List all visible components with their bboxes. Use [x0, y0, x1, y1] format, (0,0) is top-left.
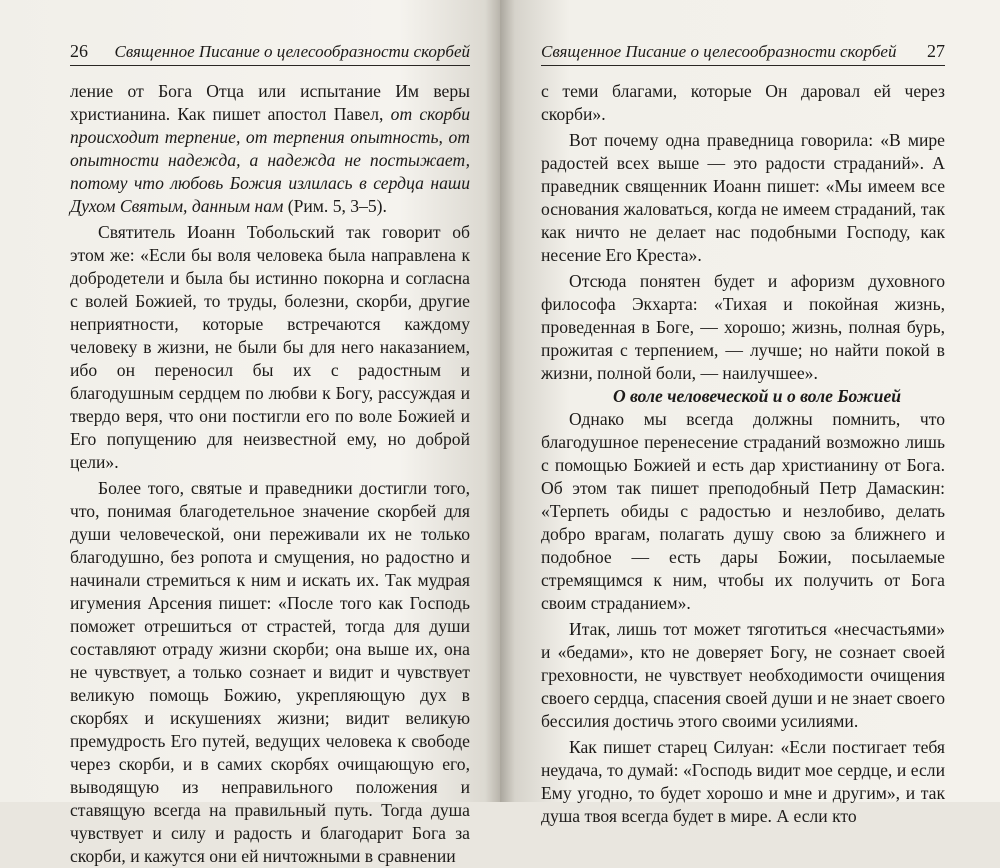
right-page-body: [541, 80, 945, 828]
right-page: [500, 0, 1000, 826]
scripture-quote: от скорби происходит терпение, от терпения опытность, от опытности надежда, а надежда не постыжает, потому что любовь Божия излилась в сердца наши Духом Святым, данным нам: [70, 104, 470, 216]
running-head: Священное Писание о целесообразности скорбей: [114, 42, 470, 61]
page-number: 26: [70, 41, 88, 61]
paragraph: Отсюда понятен будет и афоризм духовного философа Экхарта: «Тихая и покойная жизнь, проведенная в Боге, — хорошо; жизнь, полная бурь, прожитая с терпением, — лучше; но найти покой в жизни, полной боли, — наилучшее».: [541, 271, 945, 383]
paragraph-text: ление от Бога Отца или испытание Им веры христианина. Как пишет апостол Павел,: [70, 81, 470, 124]
paragraph: Святитель Иоанн Тобольский так говорит об этом же: «Если бы воля человека была направлена к добродетели и была бы истинно покорна и согласна с волей Божией, то труды, болезни, скорби, другие неприятности, которые встречаются каждому человеку в жизни, не были бы для него наказанием, ибо он переносил бы их с радостным и благодушным сердцем по любви к Богу, рассуждая и твердо веря, что они постигли его по воле Божией и Его попущению для неизвестной ему, но доброй цели».: [70, 222, 470, 472]
paragraph: Более того, святые и праведники достигли того, что, понимая благодетельное значение скорбей для души человеческой, они переживали их не только благодушно, без ропота и смущения, но радостно и начинали стремиться к ним и искать их. Так мудрая игумения Арсения пишет: «После того как Господь поможет отрешиться от страстей, тогда для души составляют отраду жизни скорби; она выше их, она не чувствует, а только сознает и видит и чувствует великую помощь Божию, укрепляющую дух в скорбях и искушениях жизни; видит великую премудрость Его путей, ведущих человека к свободе через скорби, и в самих скорбях очищающую его, выводящую из неправильного положения и ставящую всегда на правильный путь. Тогда душа чувствует и силу и радость и благодарит Бога за скорби, и кажутся они ей ничтожными в сравнении: [70, 478, 470, 866]
paragraph: [70, 80, 470, 218]
scripture-reference: (Рим. 5, 3–5).: [283, 196, 387, 216]
section-heading: О воле человеческой и о воле Божией: [612, 386, 902, 406]
left-page: [0, 0, 500, 866]
paragraph: Вот почему одна праведница говорила: «В мире радостей всех выше — это радости страданий». А праведник священник Иоанн пишет: «Мы имеем все основания жаловаться, когда не имеем страданий, так как ничто не делает нас подобными Господу, как несение Его Креста».: [541, 130, 945, 265]
paragraph: Итак, лишь тот может тяготиться «несчастьями» и «бедами», кто не доверяет Богу, не сознает своей греховности, не чувствует необходимости очищения своего сердца, спасения своей души и не знает своего бессилия достичь этого своими усилиями.: [541, 619, 945, 731]
paragraph: Как пишет старец Силуан: «Если постигает тебя неудача, то думай: «Господь видит мое сердце, и если Ему угодно, то будет хорошо и мне и другим», и так душа твоя всегда будет в мире. А если кто: [541, 737, 945, 826]
page-number: 27: [927, 41, 945, 61]
left-page-body: [70, 80, 470, 868]
paragraph: Однако мы всегда должны помнить, что благодушное перенесение страданий возможно лишь с помощью Божией и есть дар христианину от Бога. Об этом так пишет преподобный Петр Дамаскин: «Терпеть обиды с радостью и незлобиво, делать добро врагам, полагать душу свою за ближнего и подобное — есть дары Божии, посылаемые стремящимся к ним, чтобы их получить от Бога своим страданием».: [541, 409, 945, 613]
left-page-header: [70, 38, 470, 66]
paragraph: с теми благами, которые Он даровал ей через скорби».: [541, 81, 945, 124]
right-page-header: [541, 38, 945, 66]
running-head: Священное Писание о целесообразности скорбей: [541, 42, 897, 61]
